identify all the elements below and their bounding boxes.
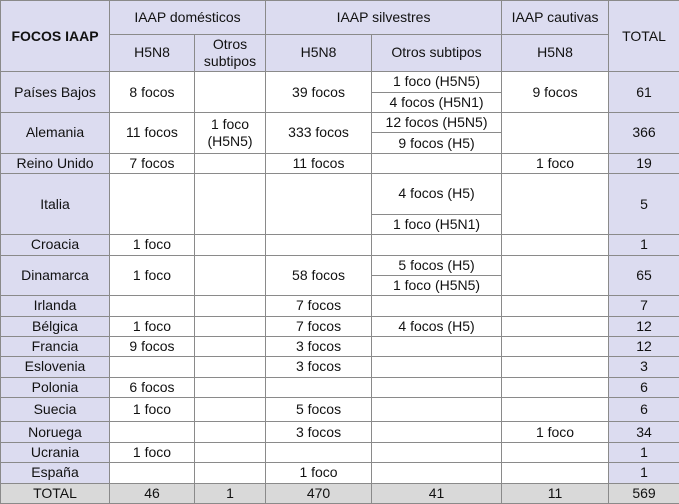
cau-h5n8-cell	[502, 442, 609, 462]
sil-otros-cell	[372, 422, 502, 442]
sil-otros-cell: 9 focos (H5)	[372, 133, 502, 153]
sil-h5n8-cell: 1 foco	[266, 463, 372, 483]
dom-h5n8-cell: 1 foco	[110, 398, 195, 422]
dom-otros-cell	[195, 336, 266, 356]
table-row	[1, 377, 679, 397]
cau-h5n8-cell	[502, 377, 609, 397]
country-cell: Dinamarca	[1, 255, 110, 296]
table-row	[1, 463, 679, 483]
table-row	[1, 336, 679, 356]
sil-h5n8-cell	[266, 174, 372, 235]
sil-otros-cell: 1 foco (H5N1)	[372, 214, 502, 234]
dom-otros-cell	[195, 316, 266, 336]
dom-h5n8-cell: 1 foco	[110, 235, 195, 255]
dom-h5n8-cell	[110, 174, 195, 235]
totals-dom-otros: 1	[195, 483, 266, 503]
dom-otros-header: Otros subtipos	[195, 34, 266, 72]
table-row	[1, 72, 679, 92]
table-row	[1, 255, 679, 275]
dom-h5n8-cell	[110, 422, 195, 442]
table-body	[1, 1, 679, 504]
dom-h5n8-cell: 1 foco	[110, 442, 195, 462]
country-cell: Ucrania	[1, 442, 110, 462]
sil-h5n8-cell: 11 focos	[266, 153, 372, 173]
dom-h5n8-header: H5N8	[110, 34, 195, 72]
cau-h5n8-cell	[502, 255, 609, 296]
sil-h5n8-cell: 7 focos	[266, 316, 372, 336]
row-total-cell: 3	[609, 357, 679, 377]
cau-h5n8-cell: 1 foco	[502, 153, 609, 173]
dom-otros-cell	[195, 357, 266, 377]
cau-h5n8-cell	[502, 316, 609, 336]
country-cell: Suecia	[1, 398, 110, 422]
totals-cau-h5n8: 11	[502, 483, 609, 503]
dom-h5n8-cell	[110, 463, 195, 483]
sil-otros-cell: 1 foco (H5N5)	[372, 72, 502, 92]
sil-h5n8-cell	[266, 442, 372, 462]
sil-h5n8-cell: 5 focos	[266, 398, 372, 422]
row-total-cell: 12	[609, 336, 679, 356]
dom-otros-cell	[195, 255, 266, 296]
dom-h5n8-cell: 6 focos	[110, 377, 195, 397]
sil-otros-cell: 4 focos (H5)	[372, 174, 502, 215]
table-row	[1, 442, 679, 462]
table-row	[1, 357, 679, 377]
silvestres-header: IAAP silvestres	[266, 1, 502, 35]
sil-h5n8-cell: 333 focos	[266, 112, 372, 153]
cau-h5n8-cell	[502, 398, 609, 422]
row-total-cell: 7	[609, 296, 679, 316]
sil-otros-cell: 4 focos (H5N1)	[372, 92, 502, 112]
country-cell: España	[1, 463, 110, 483]
sil-h5n8-cell: 39 focos	[266, 72, 372, 113]
sil-otros-cell	[372, 442, 502, 462]
country-cell: Croacia	[1, 235, 110, 255]
table-row	[1, 153, 679, 173]
totals-grand-total: 569	[609, 483, 679, 503]
dom-h5n8-cell	[110, 296, 195, 316]
row-total-cell: 1	[609, 442, 679, 462]
dom-otros-cell	[195, 235, 266, 255]
row-total-cell: 1	[609, 463, 679, 483]
row-total-cell: 5	[609, 174, 679, 235]
cau-h5n8-header: H5N8	[502, 34, 609, 72]
dom-h5n8-cell: 1 foco	[110, 255, 195, 296]
header-row-top	[1, 1, 679, 35]
table-row	[1, 112, 679, 132]
cau-h5n8-cell	[502, 296, 609, 316]
row-total-cell: 61	[609, 72, 679, 113]
totals-sil-otros: 41	[372, 483, 502, 503]
dom-otros-cell	[195, 398, 266, 422]
sil-otros-cell	[372, 235, 502, 255]
sil-h5n8-cell	[266, 235, 372, 255]
row-total-cell: 366	[609, 112, 679, 153]
dom-otros-cell	[195, 377, 266, 397]
dom-h5n8-cell	[110, 357, 195, 377]
row-total-cell: 6	[609, 398, 679, 422]
dom-otros-cell: 1 foco (H5N5)	[195, 112, 266, 153]
cau-h5n8-cell	[502, 235, 609, 255]
dom-otros-cell	[195, 463, 266, 483]
table-row	[1, 398, 679, 422]
sil-otros-cell	[372, 377, 502, 397]
dom-otros-cell	[195, 422, 266, 442]
country-cell: Noruega	[1, 422, 110, 442]
sil-otros-cell: 5 focos (H5)	[372, 255, 502, 275]
cau-h5n8-cell	[502, 463, 609, 483]
dom-h5n8-cell: 8 focos	[110, 72, 195, 113]
row-total-cell: 65	[609, 255, 679, 296]
row-total-cell: 34	[609, 422, 679, 442]
corner-header: FOCOS IAAP	[1, 1, 110, 72]
country-cell: Países Bajos	[1, 72, 110, 113]
table-row	[1, 422, 679, 442]
totals-dom-h5n8: 46	[110, 483, 195, 503]
dom-otros-cell	[195, 72, 266, 113]
row-total-cell: 19	[609, 153, 679, 173]
dom-otros-cell	[195, 296, 266, 316]
table-row	[1, 174, 679, 215]
sil-otros-cell: 4 focos (H5)	[372, 316, 502, 336]
cau-h5n8-cell: 9 focos	[502, 72, 609, 113]
cau-h5n8-cell	[502, 112, 609, 153]
country-cell: Reino Unido	[1, 153, 110, 173]
sil-otros-cell: 12 focos (H5N5)	[372, 112, 502, 132]
sil-otros-cell: 1 foco (H5N5)	[372, 275, 502, 295]
country-cell: Polonia	[1, 377, 110, 397]
sil-otros-cell	[372, 398, 502, 422]
sil-h5n8-cell	[266, 377, 372, 397]
sil-h5n8-cell: 3 focos	[266, 422, 372, 442]
row-total-cell: 12	[609, 316, 679, 336]
sil-otros-cell	[372, 153, 502, 173]
dom-h5n8-cell: 9 focos	[110, 336, 195, 356]
sil-h5n8-cell: 3 focos	[266, 357, 372, 377]
cau-h5n8-cell	[502, 357, 609, 377]
totals-row	[1, 483, 679, 503]
table-row	[1, 235, 679, 255]
sil-otros-cell	[372, 357, 502, 377]
sil-otros-cell	[372, 463, 502, 483]
sil-otros-cell	[372, 336, 502, 356]
country-cell: Italia	[1, 174, 110, 235]
dom-otros-cell	[195, 153, 266, 173]
cau-h5n8-cell: 1 foco	[502, 422, 609, 442]
sil-h5n8-cell: 58 focos	[266, 255, 372, 296]
country-cell: Irlanda	[1, 296, 110, 316]
dom-h5n8-cell: 7 focos	[110, 153, 195, 173]
row-total-cell: 6	[609, 377, 679, 397]
table-row	[1, 316, 679, 336]
totals-sil-h5n8: 470	[266, 483, 372, 503]
dom-h5n8-cell: 1 foco	[110, 316, 195, 336]
country-cell: Alemania	[1, 112, 110, 153]
total-header: TOTAL	[609, 1, 679, 72]
cau-h5n8-cell	[502, 336, 609, 356]
dom-h5n8-cell: 11 focos	[110, 112, 195, 153]
sil-otros-cell	[372, 296, 502, 316]
dom-otros-cell	[195, 442, 266, 462]
cautivas-header: IAAP cautivas	[502, 1, 609, 35]
domesticos-header: IAAP domésticos	[110, 1, 266, 35]
table-row	[1, 296, 679, 316]
sil-h5n8-cell: 7 focos	[266, 296, 372, 316]
sil-h5n8-header: H5N8	[266, 34, 372, 72]
cau-h5n8-cell	[502, 174, 609, 235]
totals-label: TOTAL	[1, 483, 110, 503]
country-cell: Eslovenia	[1, 357, 110, 377]
dom-otros-cell	[195, 174, 266, 235]
country-cell: Francia	[1, 336, 110, 356]
sil-h5n8-cell: 3 focos	[266, 336, 372, 356]
sil-otros-header: Otros subtipos	[372, 34, 502, 72]
country-cell: Bélgica	[1, 316, 110, 336]
row-total-cell: 1	[609, 235, 679, 255]
